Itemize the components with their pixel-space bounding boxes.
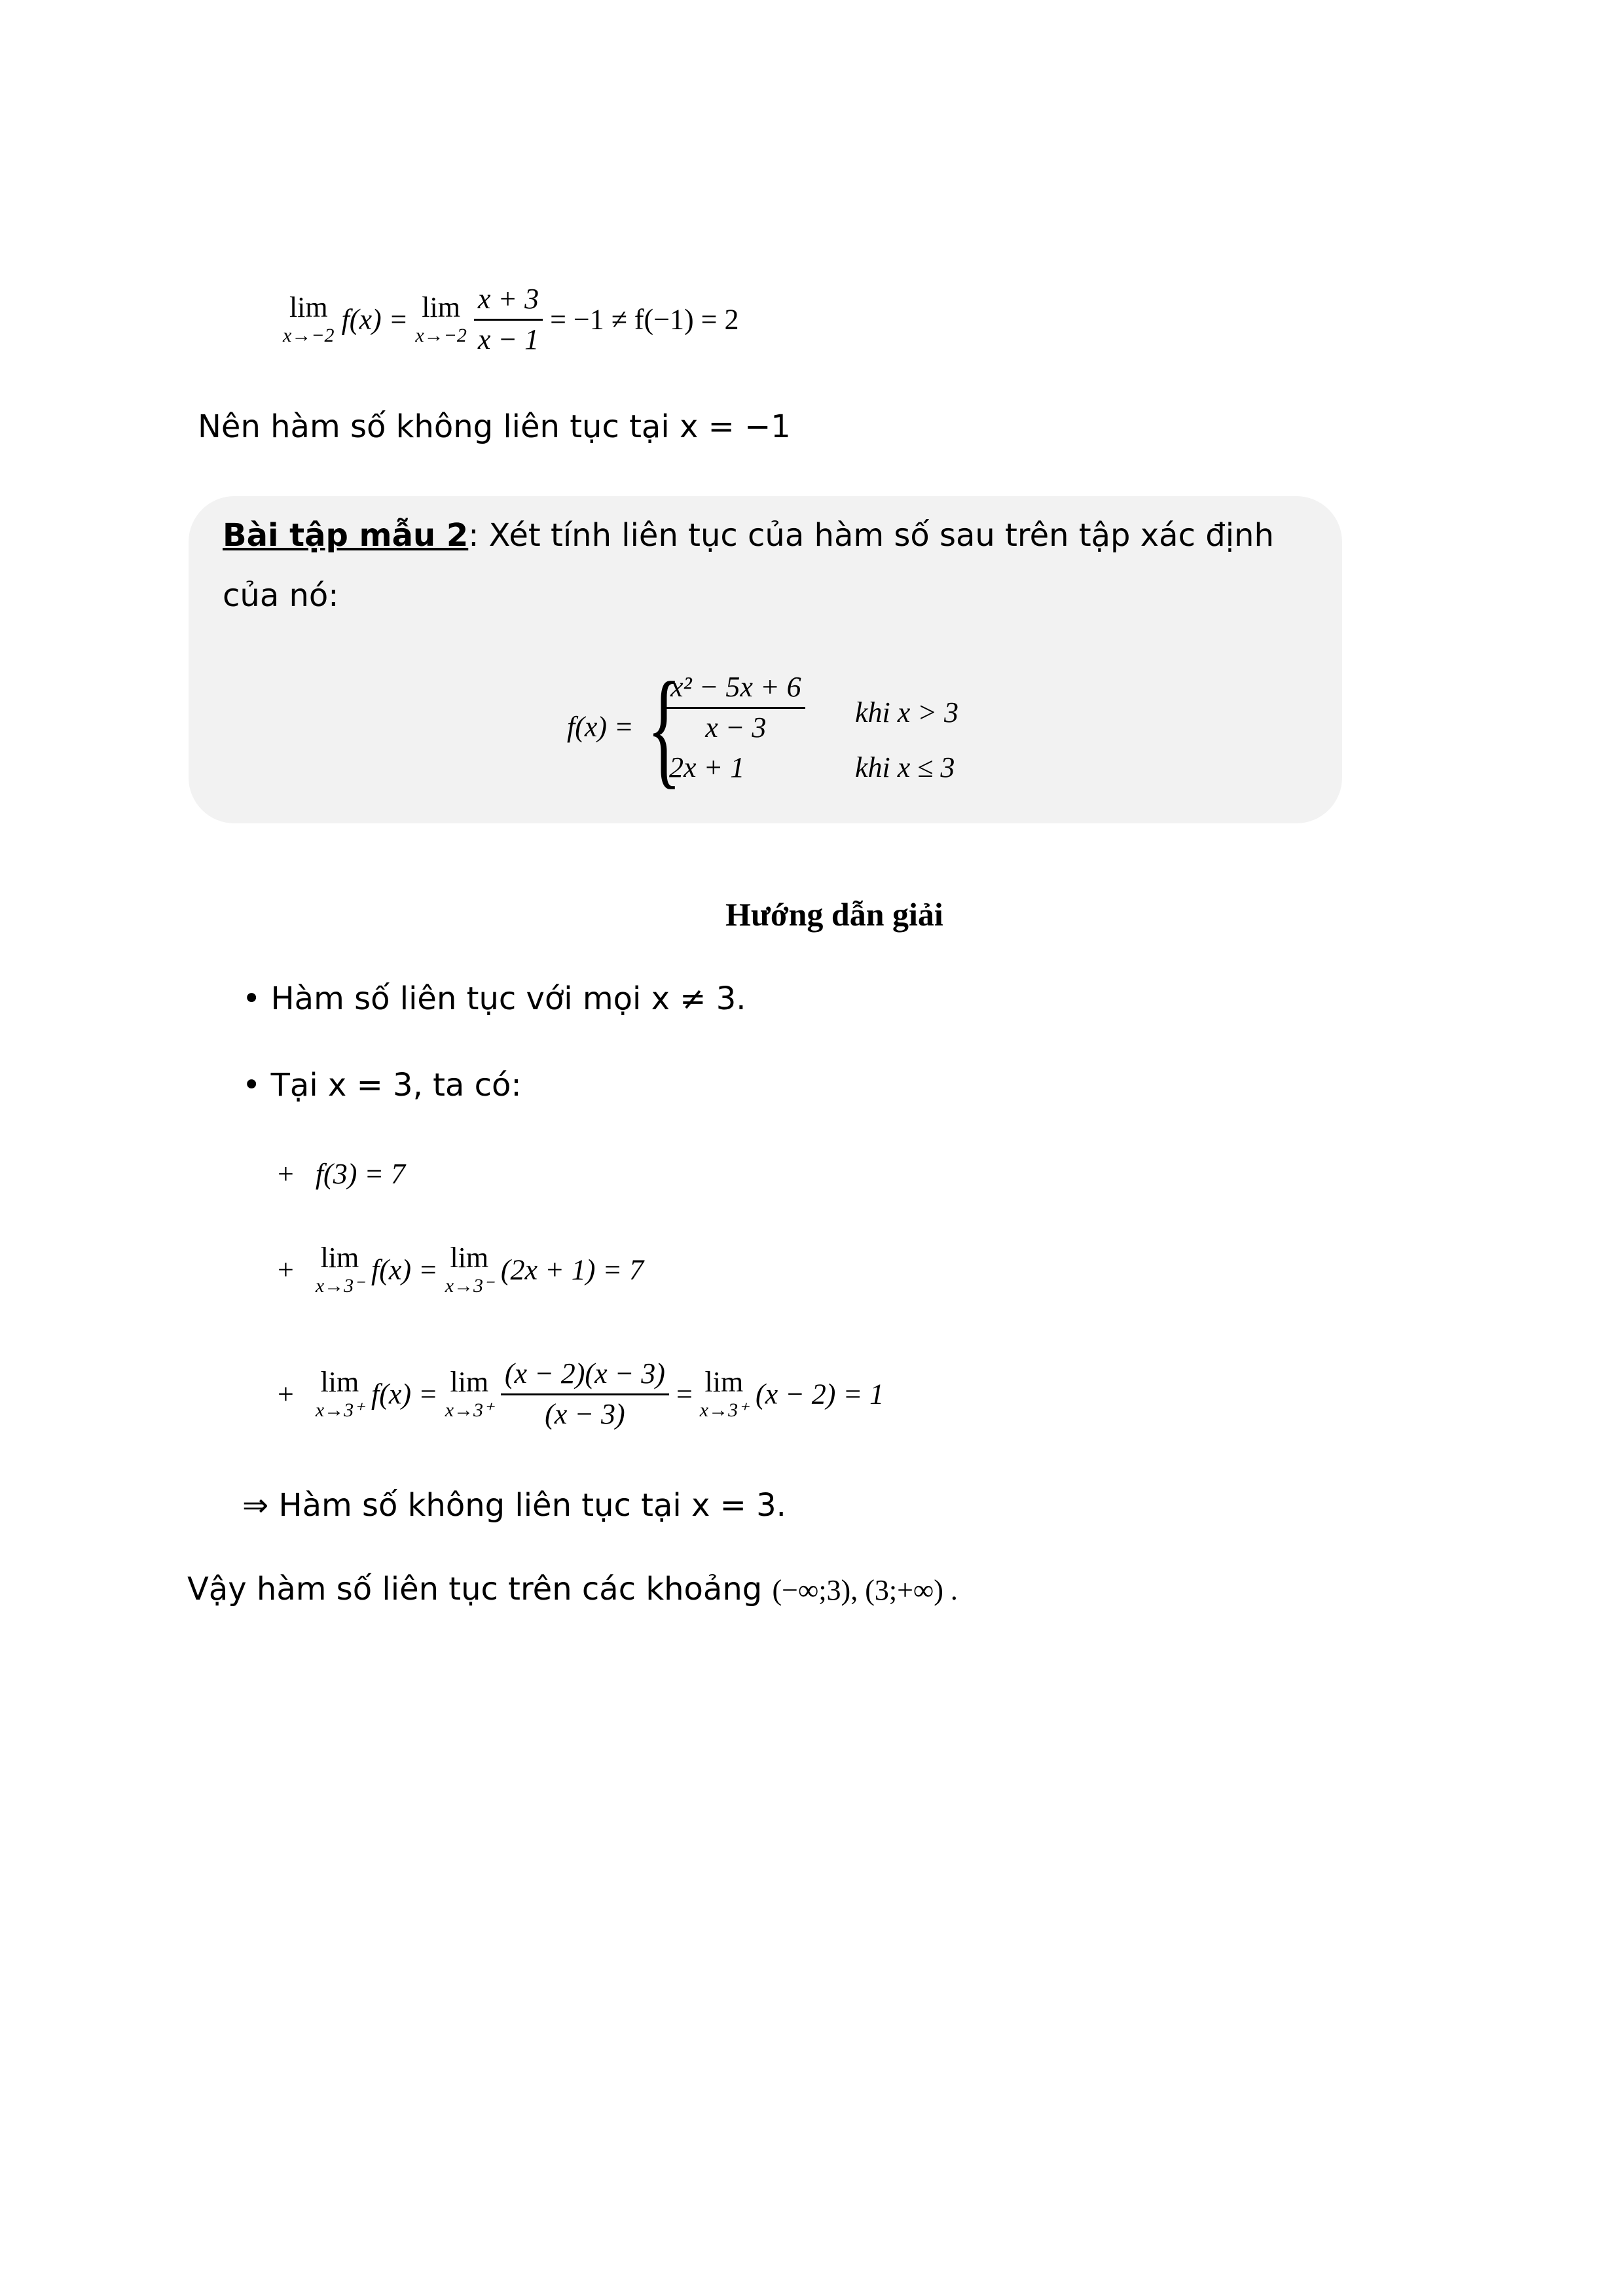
fraction: $\frac{(x - 2)(x - 3)}{(x - 3)}$ [501,1357,669,1431]
exercise-text-line2: của nó: [223,577,339,614]
lim-operator: lim x→3⁻ [315,1242,364,1297]
plus-icon: + [278,1378,294,1410]
bullet-icon: • [242,980,261,1017]
final-intervals: (−∞;3), (3;+∞) . [772,1574,958,1606]
final-conclusion [187,1571,958,1607]
case1-condition: khi x > 3 [855,696,958,728]
step-1-text: f(3) = 7 [315,1158,406,1190]
bullet-icon: • [242,1067,261,1103]
piecewise-fx: f(x) = [567,711,634,743]
step-3-rhs: (x − 2) = 1 [755,1378,884,1410]
fx-label: f(x) = [341,303,409,336]
case2-expression: 2x + 1 [669,751,745,783]
fx-label: f(x) = [371,1378,438,1410]
bullet-2 [242,1067,522,1103]
bullet-2-text: Tại x = 3, ta có: [270,1067,522,1103]
lim-operator: lim x→3⁺ [699,1366,748,1422]
formula-rhs: = −1 ≠ f(−1) = 2 [550,303,739,336]
final-text: Vậy hàm số liên tục trên các khoảng [187,1571,763,1607]
step-1 [278,1157,405,1191]
exercise-label: Bài tập mẫu 2 [223,517,469,554]
implication-line: ⇒ Hàm số không liên tục tại x = 3. [242,1487,786,1524]
plus-icon: + [278,1158,294,1190]
bullet-1-text: Hàm số liên tục với mọi x ≠ 3. [270,980,746,1017]
fraction: $\frac{x + 3}{x - 1}$ [474,283,543,356]
conclusion-line: Nên hàm số không liên tục tại x = −1 [198,408,791,445]
plus-icon: + [278,1253,294,1286]
case1-fraction: $\frac{\text{x² − 5x + 6}}{x - 3}$ [666,671,805,744]
lim-operator: lim x→3⁺ [315,1366,364,1422]
lim-operator: lim x→−2 [415,291,467,347]
lim-operator: lim x→3⁻ [445,1242,494,1297]
exercise-statement [223,517,1274,554]
exercise-text: : Xét tính liên tục của hàm số sau trên tập xác định [468,517,1274,554]
lim-operator: lim x→3⁺ [445,1366,494,1422]
left-brace: { [647,656,682,800]
fx-label: f(x) = [371,1253,438,1286]
solution-heading: Hướng dẫn giải [725,896,943,933]
step-2 [278,1244,644,1296]
case2-condition: khi x ≤ 3 [855,751,955,783]
step-3 [278,1357,884,1431]
top-limit-formula [283,283,739,356]
equals-sign: = [676,1378,693,1410]
step-2-rhs: (2x + 1) = 7 [500,1253,644,1286]
bullet-1 [242,980,746,1017]
lim-operator: lim x→−2 [283,291,335,347]
